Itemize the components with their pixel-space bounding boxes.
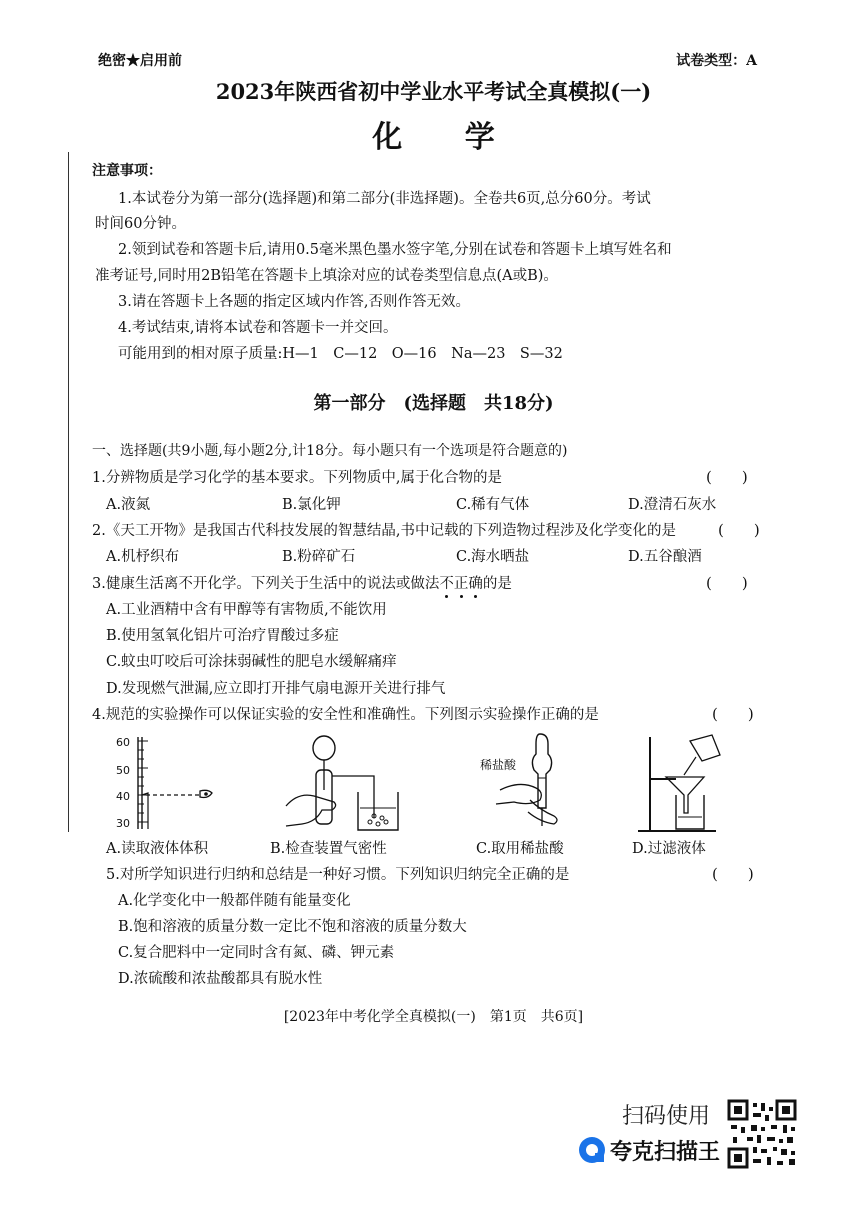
answer-blank: ( ) [718,521,760,539]
figure-b-apparatus [282,730,412,835]
notice-line: 4.考试结束,请将本试卷和答题卡一并交回。 [118,320,398,336]
qr-code-svg [727,1099,797,1169]
option-c: C.稀有气体 [456,497,530,513]
scanner-brand: 夸克扫描王 [610,1140,721,1165]
atomic-mass-line: 可能用到的相对原子质量:H—1 C—12 O—16 Na—23 S—32 [118,346,563,362]
qr-code-icon[interactable] [727,1099,797,1169]
paper-type-label: 试卷类型：A [676,53,757,69]
answer-blank: ( ) [712,705,754,723]
apparatus-drawing [282,730,412,835]
question-1-stem: 1.分辨物质是学习化学的基本要求。下列物质中,属于化合物的是 [92,470,502,486]
section-instruction: 一、选择题(共9小题,每小题2分,计18分。每小题只有一个选项是符合题意的) [92,443,568,459]
option-b: B.粉碎矿石 [282,549,356,565]
tick-label: 30 [116,817,130,830]
dropper-drawing [470,730,590,835]
option-c: C.海水晒盐 [456,549,530,565]
notice-title: 注意事项： [92,163,162,179]
dropper-label: 稀盐酸 [480,758,517,772]
question-3-stem-pre: 3.健康生活离不开化学。下列关于生活中的说法或做法 [92,576,440,592]
option-a: A.工业酒精中含有甲醇等有害物质,不能饮用 [106,602,387,618]
filtration-drawing [636,733,726,835]
notice-line: 准考证号,同时用2B铅笔在答题卡上填涂对应的试卷类型信息点(A或B)。 [95,268,558,284]
answer-blank: ( ) [712,865,754,883]
exam-title: 2023年陕西省初中学业水平考试全真模拟(一) [215,79,652,104]
scan-prompt: 扫码使用 [622,1104,711,1129]
question-3-stem [92,572,512,593]
tick-label: 60 [116,736,130,749]
option-b: B.饱和溶液的质量分数一定比不饱和溶液的质量分数大 [118,919,467,935]
margin-line [68,152,69,832]
option-b: B.检查装置气密性 [270,841,387,857]
option-a: A.机杼织布 [106,549,180,565]
option-d: D.五谷酿酒 [628,549,702,565]
notice-line: 2.领到试卷和答题卡后,请用0.5毫米黑色墨水签字笔,分别在试卷和答题卡上填写姓名和 [118,242,672,258]
option-d: D.过滤液体 [632,841,706,857]
question-3-stem-post: 的是 [482,576,512,592]
subject-title: 化 学 [372,120,521,155]
figure-d-filtration [636,733,726,835]
tick-label: 40 [116,790,130,803]
answer-blank: ( ) [706,468,748,486]
question-5-stem: 5.对所学知识进行归纳和总结是一种好习惯。下列知识归纳完全正确的是 [106,867,570,883]
emphasis-char: 确 [468,576,483,592]
section-title: 第一部分 (选择题 共18分) [313,393,554,414]
option-c: C.复合肥料中一定同时含有氮、磷、钾元素 [118,945,395,961]
figure-c-dropper [470,730,590,835]
notice-line: 1.本试卷分为第一部分(选择题)和第二部分(非选择题)。全卷共6页,总分60分。考试 [118,191,651,207]
tick-label: 50 [116,764,130,777]
secret-label: 绝密★启用前 [98,53,182,69]
quark-logo-icon [578,1136,606,1164]
option-a: A.化学变化中一般都伴随有能量变化 [118,893,351,909]
option-b: B.使用氢氧化铝片可治疗胃酸过多症 [106,628,339,644]
option-c: C.取用稀盐酸 [476,841,564,857]
option-b: B.氯化钾 [282,497,341,513]
option-d: D.发现燃气泄漏,应立即打开排气扇电源开关进行排气 [106,681,446,697]
notice-line: 时间60分钟。 [95,216,186,232]
option-a: A.液氮 [106,497,151,513]
option-d: D.澄清石灰水 [628,497,717,513]
option-c: C.蚊虫叮咬后可涂抹弱碱性的肥皂水缓解痛痒 [106,654,397,670]
notice-line: 3.请在答题卡上各题的指定区域内作答,否则作答无效。 [118,294,470,310]
quark-logo-svg [578,1136,606,1164]
figure-a-cylinder [108,733,228,833]
answer-blank: ( ) [706,574,748,592]
emphasis-char: 正 [453,576,469,592]
question-4-stem: 4.规范的实验操作可以保证实验的安全性和准确性。下列图示实验操作正确的是 [92,707,599,723]
question-2-stem: 2.《天工开物》是我国古代科技发展的智慧结晶,书中记载的下列造物过程涉及化学变化的是 [92,523,676,539]
option-a: A.读取液体体积 [106,841,209,857]
option-d: D.浓硫酸和浓盐酸都具有脱水性 [118,971,323,987]
page-footer: [2023年中考化学全真模拟(一) 第1页 共6页] [283,1009,584,1025]
emphasis-char: 不 [439,576,454,592]
